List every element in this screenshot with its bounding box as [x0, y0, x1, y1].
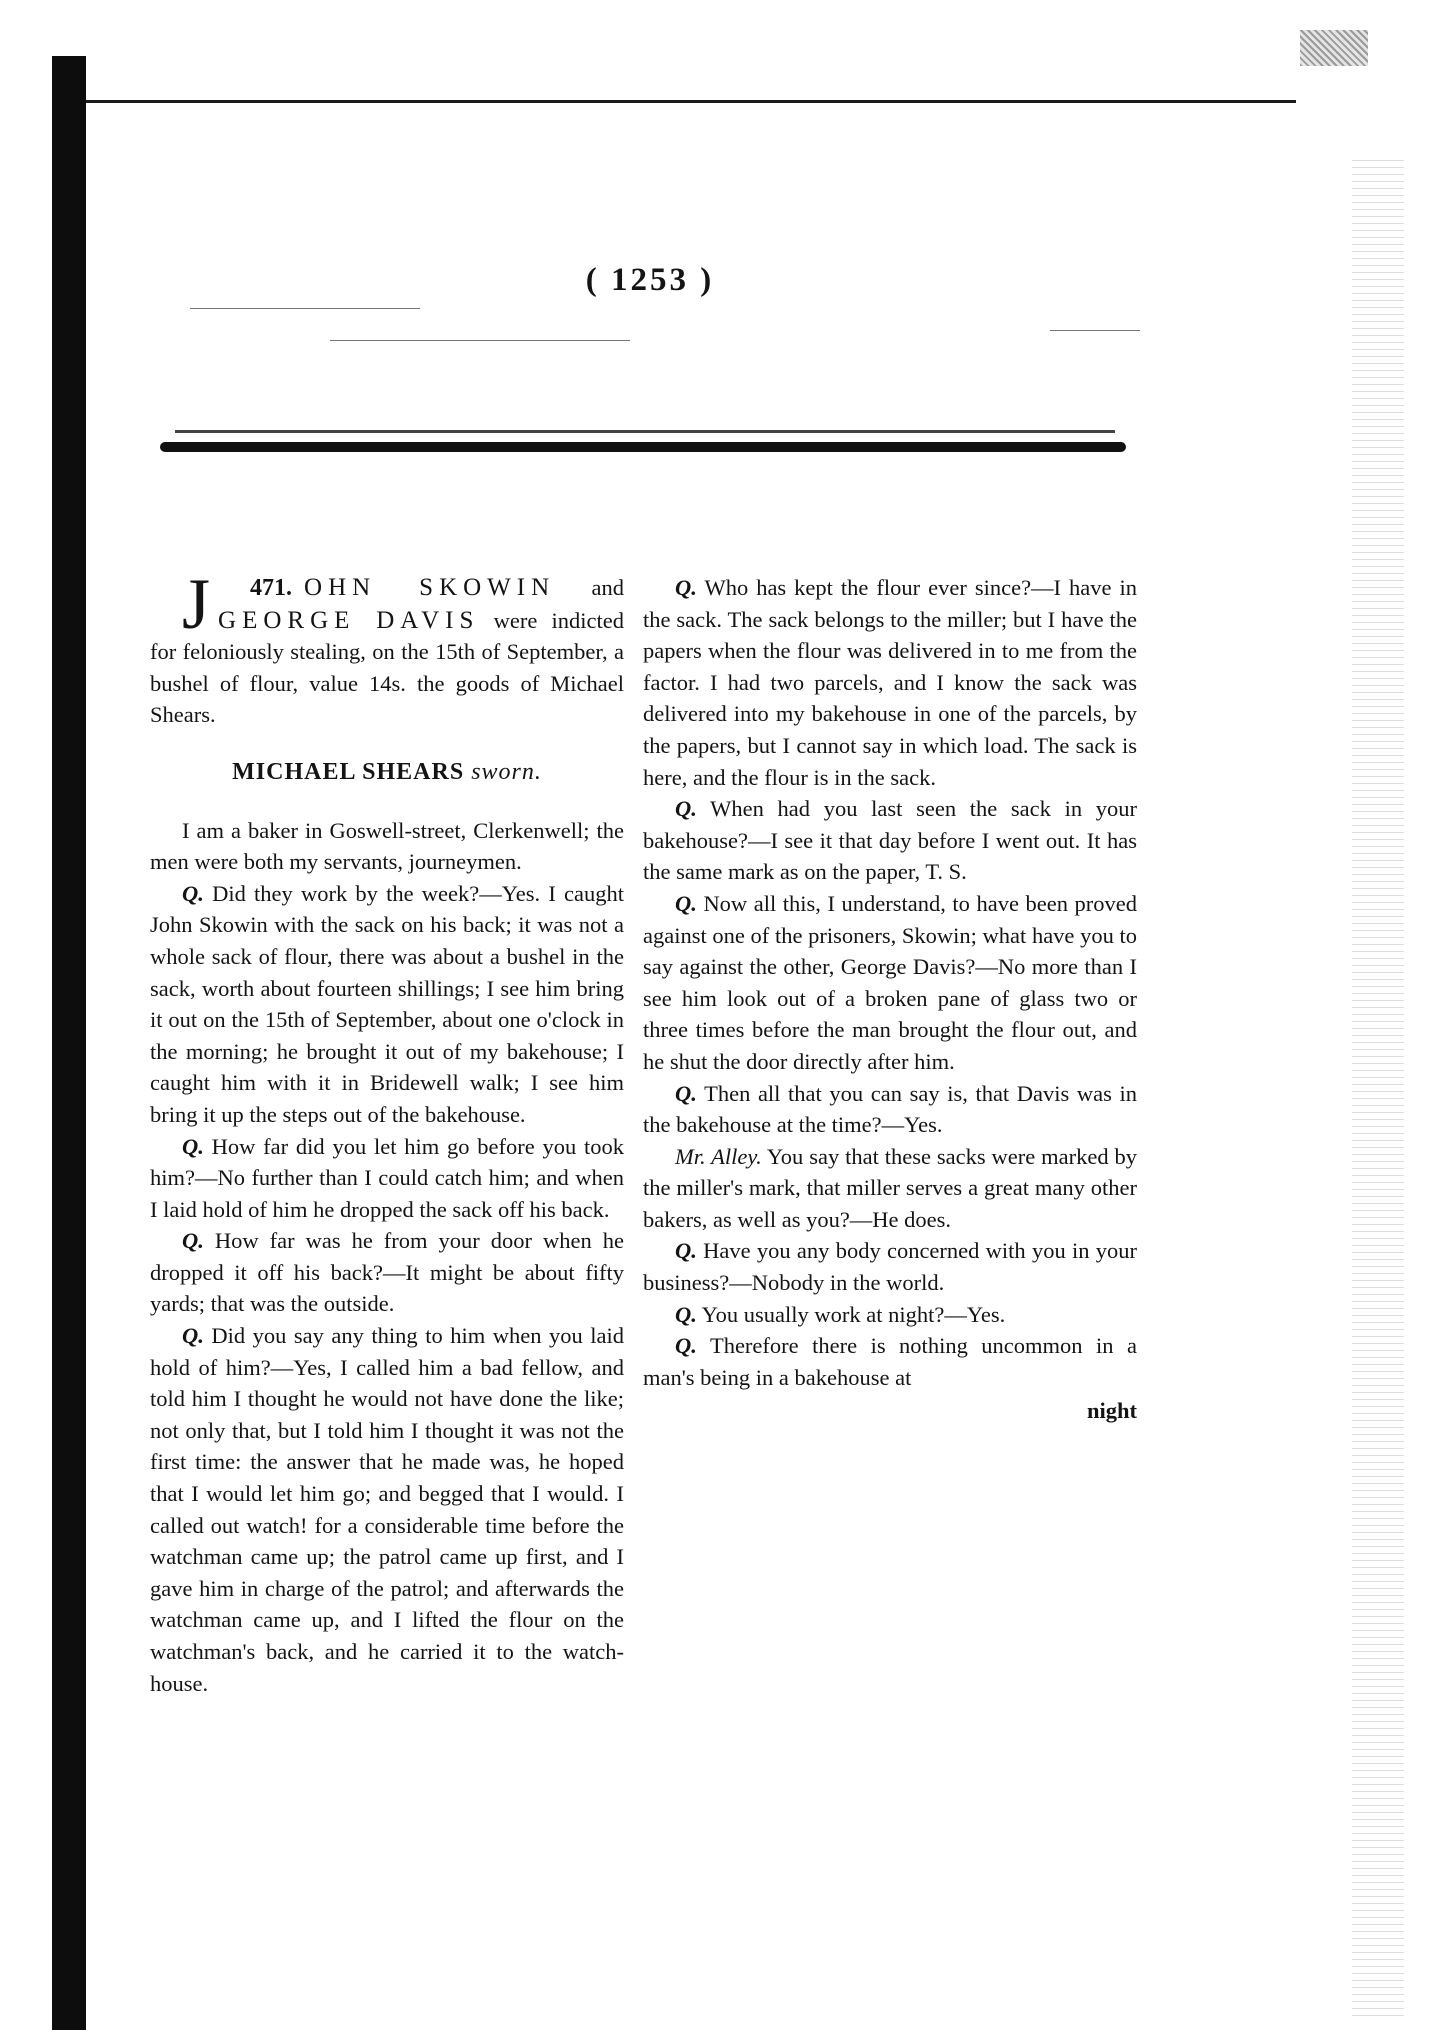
- defendant-2: GEORGE DAVIS: [218, 606, 480, 634]
- testimony-paragraph: [643, 1235, 1137, 1298]
- faint-header-line: [1050, 330, 1140, 331]
- case-heading: [150, 564, 624, 731]
- header-rule: [160, 442, 1126, 452]
- question-marker: Q.: [182, 880, 204, 906]
- binding-spine: [52, 56, 86, 2030]
- question-marker: Q.: [675, 1301, 697, 1327]
- margin-noise: [1352, 160, 1404, 2020]
- testimony-paragraph: [643, 888, 1137, 1078]
- question-marker: Q.: [182, 1228, 204, 1254]
- testimony-text: Therefore there is nothing uncommon in a man's being in a bakehouse at: [643, 1333, 1137, 1390]
- question-marker: Q.: [675, 1080, 697, 1106]
- left-column: [150, 564, 625, 1699]
- corner-stamp: [1300, 30, 1368, 66]
- testimony-paragraph: [643, 793, 1137, 888]
- testimony-text: Have you any body concerned with you in your business?—Nobody in the world.: [643, 1238, 1137, 1296]
- question-marker: Q.: [675, 1333, 697, 1359]
- question-marker: Q.: [675, 575, 697, 600]
- counsel-name: Mr. Alley.: [675, 1143, 762, 1169]
- testimony-paragraph: [150, 1131, 624, 1226]
- testimony-text: You usually work at night?—Yes.: [701, 1301, 1006, 1327]
- defendant-1: OHN SKOWIN: [304, 574, 556, 601]
- page-number: ( 1253 ): [585, 262, 715, 298]
- witness-heading: [150, 757, 624, 789]
- testimony-paragraph: [150, 815, 624, 878]
- testimony-text: Did they work by the week?—Yes. I caught John Skowin with the sack on his back; it was not a whole sack of flour, there was about a bushel in the sack, worth about fourteen shillings; I see him bring it out on the 15th of September, about one o'clock in the morning; he brought it out of my bakehouse; I caught him with it in Bridewell walk; I see him bring it up the steps out of the bakehouse.: [150, 880, 624, 1127]
- testimony-text: When had you last seen the sack in your bakehouse?—I see it that day before I went out. It has the same mark as on the paper, T. S.: [643, 796, 1137, 885]
- witness-name: MICHAEL SHEARS: [232, 758, 465, 785]
- testimony-text: Who has kept the flour ever since?—I have in the sack. The sack belongs to the miller; but I have the papers when the flour was delivered in to me from the factor. I had two parcels, and I know the sack was delivered into my bakehouse in one of the parcels, by the papers, but I cannot say in which load. The sack is here, and the flour is in the sack.: [643, 575, 1138, 790]
- testimony-text: Now all this, I understand, to have been proved against one of the prisoners, Skowin; what have you to say against the other, George Davis?—No more than I see him look out of a broken pane of glass two or three times before the man brought the flour out, and he shut the door directly after him.: [643, 890, 1138, 1074]
- catchword: night: [1086, 1398, 1137, 1424]
- testimony-paragraph: [643, 572, 1137, 793]
- faint-header-line: [330, 340, 630, 341]
- question-marker: Q.: [675, 796, 697, 822]
- testimony-paragraph: [643, 1299, 1137, 1331]
- testimony-paragraph: [150, 1320, 624, 1699]
- question-marker: Q.: [182, 1133, 204, 1159]
- testimony-text: Then all that you can say is, that Davis was in the bakehouse at the time?—Yes.: [643, 1080, 1138, 1138]
- indictment-text: were indicted for feloniously stealing, on the 15th of September, a bushel of flour, value 14s. the goods of Michael Shears.: [150, 607, 624, 728]
- testimony-text: How far did you let him go before you took him?—No further than I could catch him; and when I laid hold of him he dropped the sack off his back.: [150, 1133, 625, 1222]
- and-word: and: [591, 575, 624, 600]
- testimony-paragraph: [643, 1330, 1137, 1393]
- right-column: [643, 572, 1137, 1427]
- testimony-paragraph: [150, 878, 624, 1131]
- testimony-text: Did you say any thing to him when you laid hold of him?—Yes, I called him a bad fellow, and told him I thought he would not have done the like; not only that, but I told him I thought it was not the first time: the answer that he made was, he hoped that I would let him go; and begged that I would. I called out watch! for a considerable time before the watchman came up; the patrol came up first, and I gave him in charge of the patrol; and afterwards the watchman came up, and I lifted the flour on the watchman's back, and he carried it to the watch-house.: [150, 1323, 624, 1696]
- question-marker: Q.: [675, 1238, 697, 1264]
- faint-header-line: [190, 308, 420, 309]
- case-number: 471.: [250, 575, 293, 601]
- question-marker: Q.: [675, 890, 697, 916]
- header-rule-thin: [175, 430, 1115, 433]
- testimony-text: You say that these sacks were marked by the miller's mark, that miller serves a great many other bakers, as well as you?—He does.: [643, 1143, 1137, 1232]
- testimony-text: I am a baker in Goswell-street, Clerkenwell; the men were both my servants, journeymen.: [150, 817, 624, 875]
- testimony-text: How far was he from your door when he dropped it off his back?—It might be about fifty yards; that was the outside.: [150, 1228, 624, 1317]
- testimony-paragraph: [150, 1225, 624, 1320]
- testimony-paragraph: [643, 1141, 1137, 1236]
- question-marker: Q.: [182, 1323, 204, 1349]
- testimony-paragraph: [643, 1078, 1137, 1141]
- witness-sworn: sworn.: [471, 758, 542, 785]
- page-top-edge: [86, 100, 1296, 103]
- drop-cap: J: [182, 564, 211, 644]
